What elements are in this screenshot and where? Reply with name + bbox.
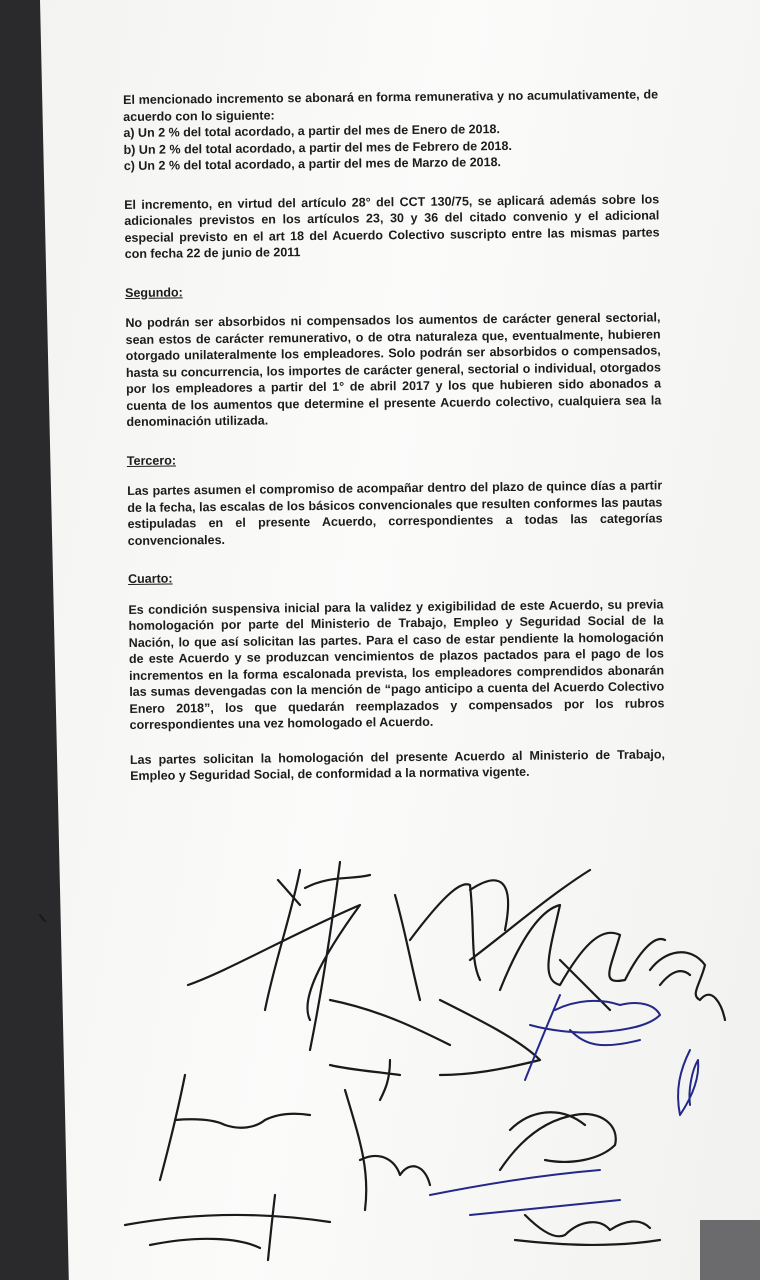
section-heading-tercero: Tercero: [126,452,177,468]
section-heading-cuarto: Cuarto: [128,571,173,586]
tercero-paragraph: Las partes asumen el compromiso de acompañar dentro del plazo de quince días a partir de la fecha, las escalas de los básicos convencionales que resulten conformes las pautas estipuladas en el presente Acuerdo, correspondientes a todas las categorías convencionales. [127,478,663,548]
list-item: b) Un 2 % del total acordado, a partir del mes de Febrero de 2018. [123,138,512,157]
cuarto-paragraph: Es condición suspensiva inicial para la validez y exigibilidad de este Acuerdo, su previa homologación por parte del Ministerio de Trabajo, Empleo y Seguridad Social de la Nación, lo que así solicitan las partes. Para el caso de estar pendiente la homologación de este Acuerdo y se produzcan vencimientos de plazos pactados para el pago de los incrementos en la forma escalonada prevista, los empleadores comprendidos abonarán las sumas devengadas con la mención de “pago anticipo a cuenta del Acuerdo Colectivo Enero 2018”, los que quedarán reemplazados y compensados por los rubros correspondientes una vez homologado el Acuerdo. [128,596,665,732]
closing-paragraph: Las partes solicitan la homologación del presente Acuerdo al Ministerio de Trabajo, Empleo y Seguridad Social, de conformidad a la normativa vigente. [129,746,666,783]
increment-list [123,119,658,174]
signature [40,915,45,921]
intro-paragraph: El mencionado incremento se abonará en forma remunerativa y no acumulativamente, de acuerdo con lo siguiente: [123,87,659,124]
background-corner [700,1220,760,1280]
document-body [123,86,665,800]
section-heading-segundo: Segundo: [125,284,183,300]
list-item: c) Un 2 % del total acordado, a partir del mes de Marzo de 2018. [123,155,502,173]
list-item: a) Un 2 % del total acordado, a partir del mes de Enero de 2018. [123,122,500,140]
segundo-paragraph: No podrán ser absorbidos ni compensados los aumentos de carácter general sectorial, sean estos de carácter remunerativo, o de otra naturaleza que, eventualmente, hubieren otorgado unilateralmente los empleadores. Solo podrán ser absorbidos o compensados, hasta su concurrencia, los importes de carácter general, sectorial o individual, otorgados por los empleadores a partir del 1° de abril 2017 y los que hubieren sido abonados a cuenta de los aumentos que determine el presente Acuerdo colectivo, cualquiera sea la denominación utilizada. [125,310,662,429]
article28-paragraph: El incremento, en virtud del artículo 28° del CCT 130/75, se aplicará además sobre los adicionales previstos en los artículos 23, 30 y 36 del citado convenio y el adicional especial previsto en el art 18 del Acuerdo Colectivo suscripto entre las mismas partes con fecha 22 de junio de 2011 [124,191,660,261]
